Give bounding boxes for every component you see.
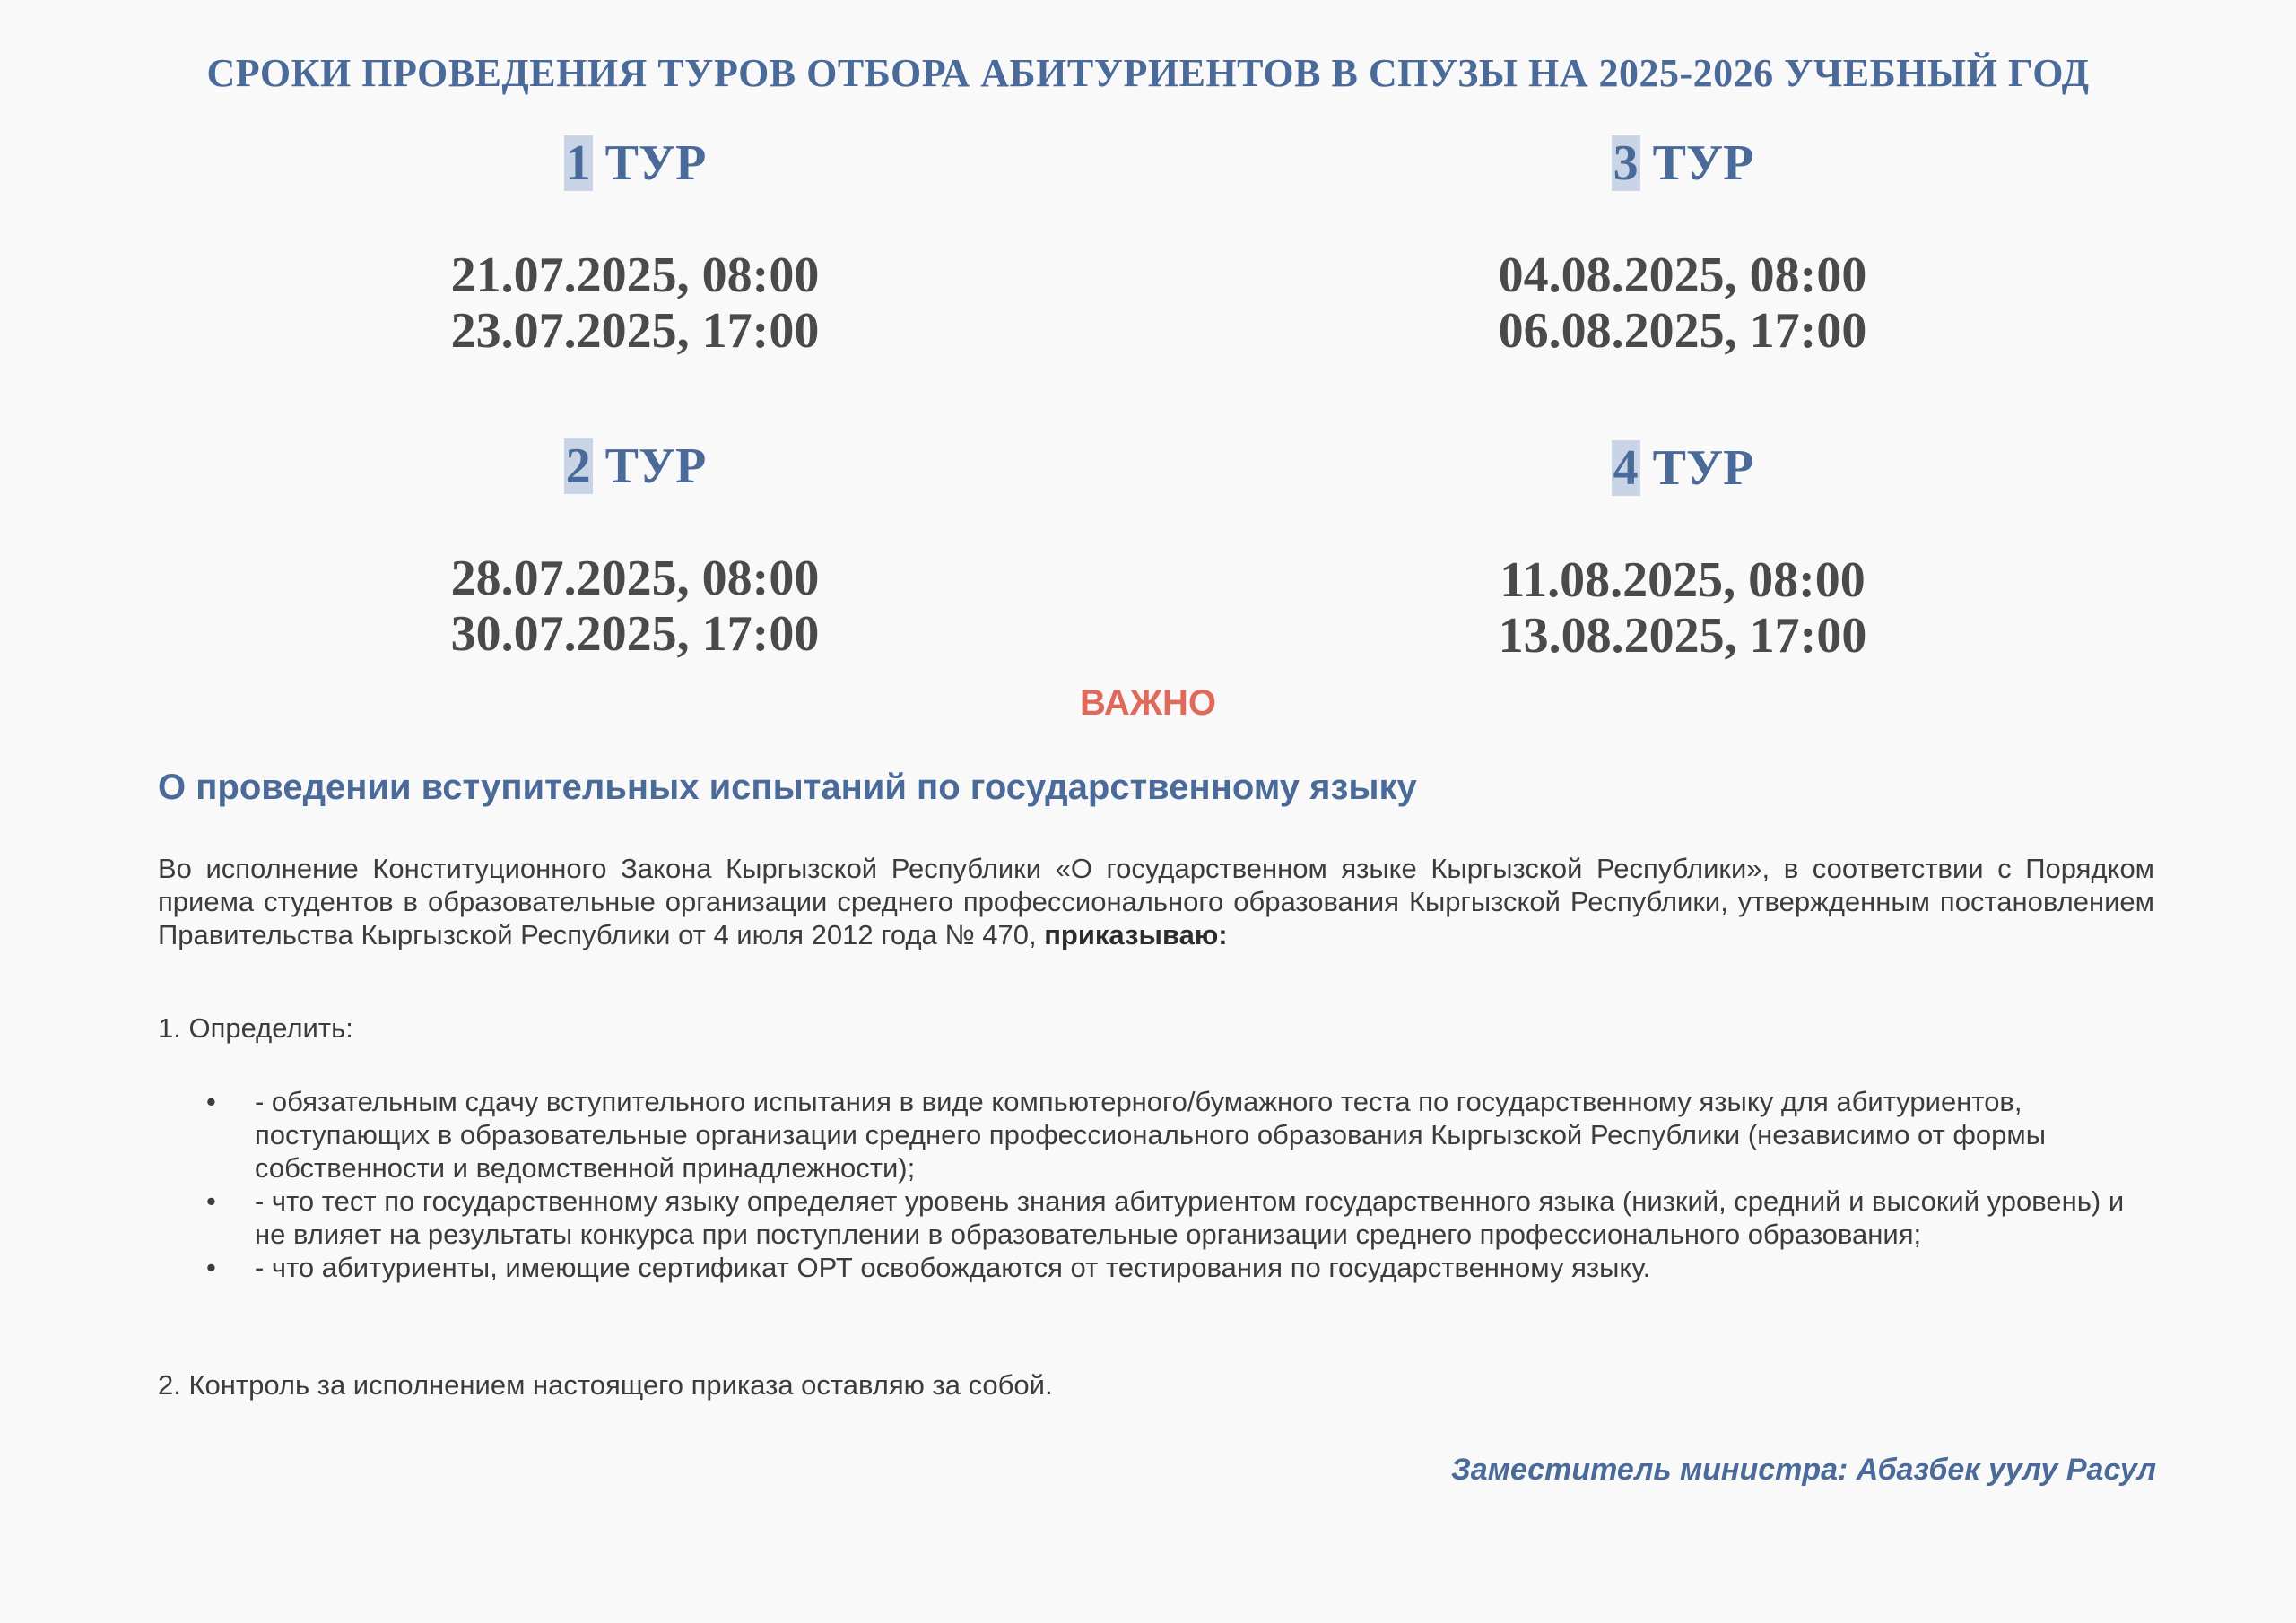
tour-heading <box>231 135 1039 191</box>
tour-start-date: 21.07.2025, 08:00 <box>450 247 820 303</box>
bullet-icon: • <box>206 1086 216 1117</box>
tour-number: 2 <box>565 438 591 494</box>
tour-end-date: 30.07.2025, 17:00 <box>450 606 820 662</box>
tour-start-date: 04.08.2025, 08:00 <box>1498 247 1867 303</box>
tour-start-date: 11.08.2025, 08:00 <box>1500 552 1866 608</box>
tour-end-date: 23.07.2025, 17:00 <box>450 303 820 359</box>
tour-start-date: 28.07.2025, 08:00 <box>450 551 820 606</box>
list-item-text: - обязательным сдачу вступительного испытания в виде компьютерного/бумажного теста по государственному языку для абитуриентов, поступающих в образовательные организации среднего профессионального образования Кыргызской Республики (независимо от формы собственности и ведомственной принадлежности); <box>255 1086 2046 1184</box>
tour-label: ТУР <box>1652 440 1754 496</box>
tour-number: 1 <box>565 135 591 191</box>
tour-label: ТУР <box>604 438 707 494</box>
tour-label: ТУР <box>1652 135 1754 191</box>
intro-text: Во исполнение Конституционного Закона Кыргызской Республики «О государственном языке Кыргызской Республики», в соответствии с Порядком приема студентов в образовательные организации среднего профессионального образования Кыргызской Республики, утвержденным постановлением Правительства Кыргызской Республики от 4 июля 2012 года № 470, <box>158 853 2154 950</box>
tour-end-date: 06.08.2025, 17:00 <box>1498 303 1867 359</box>
bullet-list <box>158 1085 2158 1284</box>
list-item <box>158 1185 2158 1251</box>
tour-block-4 <box>1279 440 2086 664</box>
intro-paragraph <box>158 852 2154 951</box>
tour-label: ТУР <box>604 135 707 191</box>
point-1: 1. Определить: <box>158 1012 353 1044</box>
tour-heading <box>231 438 1039 494</box>
point-2: 2. Контроль за исполнением настоящего приказа оставляю за собой. <box>158 1369 1053 1401</box>
tour-number: 4 <box>1613 440 1639 496</box>
list-item-text: - что абитуриенты, имеющие сертификат ОРТ освобождаются от тестирования по государственному языку. <box>255 1252 1651 1283</box>
important-label: ВАЖНО <box>1080 683 1216 723</box>
intro-bold-text: приказываю: <box>1044 919 1228 950</box>
tour-block-1 <box>231 135 1039 359</box>
signature: Заместитель министра: Абазбек уулу Расул <box>1450 1453 2156 1487</box>
section-heading: О проведении вступительных испытаний по государственному языку <box>158 768 1417 807</box>
tour-block-3 <box>1279 135 2086 359</box>
tour-heading <box>1279 440 2086 496</box>
tour-number: 3 <box>1613 135 1639 191</box>
list-item-text: - что тест по государственному языку определяет уровень знания абитуриентом государственного языка (низкий, средний и высокий уровень) и не влияет на результаты конкурса при поступлении в образовательные организации среднего профессионального образования; <box>255 1185 2125 1250</box>
bullet-icon: • <box>206 1252 216 1283</box>
tour-end-date: 13.08.2025, 17:00 <box>1498 608 1867 664</box>
tour-block-2 <box>231 438 1039 662</box>
list-item <box>158 1251 2158 1284</box>
tour-heading <box>1279 135 2086 191</box>
bullet-icon: • <box>206 1185 216 1217</box>
list-item <box>158 1085 2158 1185</box>
page-title: СРОКИ ПРОВЕДЕНИЯ ТУРОВ ОТБОРА АБИТУРИЕНТОВ В СПУЗЫ НА 2025-2026 УЧЕБНЫЙ ГОД <box>206 51 2090 95</box>
